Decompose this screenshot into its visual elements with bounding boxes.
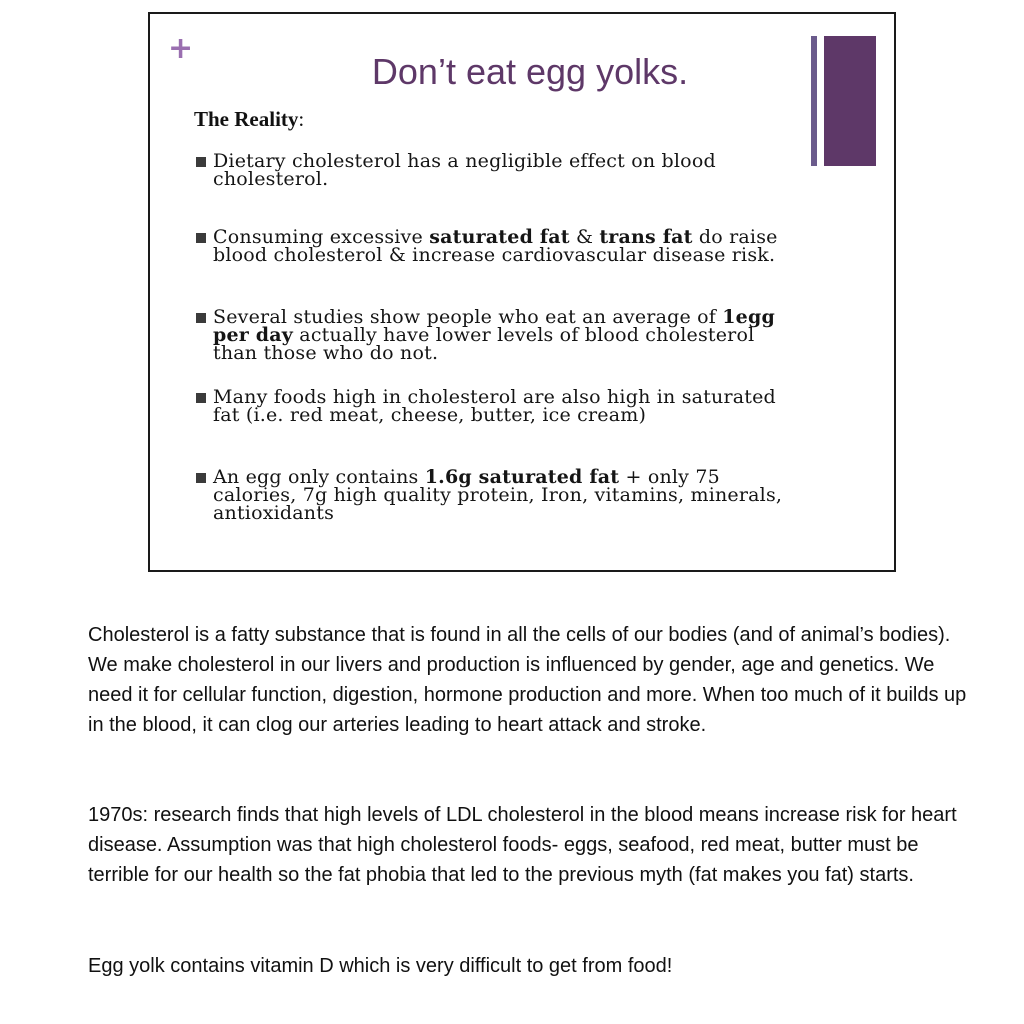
paragraph-1970s: 1970s: research finds that high levels of LDL cholesterol in the blood means increase risk for heart disease. Assumption was that high cholesterol foods- eggs, seafood, red meat, butter must be terrible for our health so the fat phobia that led to the previous myth (fat makes you fat) starts. — [88, 804, 957, 886]
bullet-text: Several studies show people who eat an average of — [213, 306, 723, 328]
bullet-item — [196, 152, 796, 188]
bullet-text: Many foods high in cholesterol are also high in saturated fat (i.e. red meat, cheese, butter, ice cream) — [213, 386, 776, 426]
bullet-text: + only 75 calories, 7g high quality protein, Iron, vitamins, minerals, antioxidants — [213, 466, 783, 524]
bullet-square-icon — [196, 313, 206, 323]
bullet-item — [196, 388, 796, 424]
bullet-text: actually have lower levels of blood cholesterol than those who do not. — [213, 324, 755, 364]
bullet-text: Consuming excessive — [213, 226, 430, 248]
slide — [148, 12, 896, 572]
accent-bar-thin — [811, 36, 817, 166]
bullet-item — [196, 228, 796, 264]
reality-colon: : — [298, 107, 305, 131]
reality-label: The Reality — [194, 107, 299, 131]
paragraph-cholesterol: Cholesterol is a fatty substance that is found in all the cells of our bodies (and of animal’s bodies). We make cholesterol in our livers and production is influenced by gender, age and genetics. We need it for cellular function, digestion, hormone production and more. When too much of it builds up in the blood, it can clog our arteries leading to heart attack and stroke. — [88, 624, 967, 736]
bullet-item — [196, 468, 796, 522]
bullet-square-icon — [196, 233, 206, 243]
bullet-square-icon — [196, 473, 206, 483]
reality-heading — [194, 107, 304, 132]
bullet-bold: 1egg per day — [213, 306, 775, 346]
bullet-text: do raise blood cholesterol & increase cardiovascular disease risk. — [213, 226, 778, 266]
bullet-square-icon — [196, 393, 206, 403]
bullet-text: Dietary cholesterol has a negligible effect on blood cholesterol. — [213, 150, 716, 190]
paragraph-vitamin-d: Egg yolk contains vitamin D which is very difficult to get from food! — [88, 955, 673, 977]
bullet-text: & — [569, 226, 600, 248]
bullet-bold: saturated fat — [429, 226, 570, 248]
plus-icon: + — [168, 31, 194, 66]
bullet-item — [196, 308, 796, 362]
slide-title: Don’t eat egg yolks. — [371, 51, 689, 92]
bullet-bold: trans fat — [599, 226, 693, 248]
bullet-bold: 1.6g saturated fat — [424, 466, 620, 488]
accent-bar-thick — [824, 36, 876, 166]
bullet-square-icon — [196, 157, 206, 167]
bullet-text: An egg only contains — [213, 466, 425, 488]
